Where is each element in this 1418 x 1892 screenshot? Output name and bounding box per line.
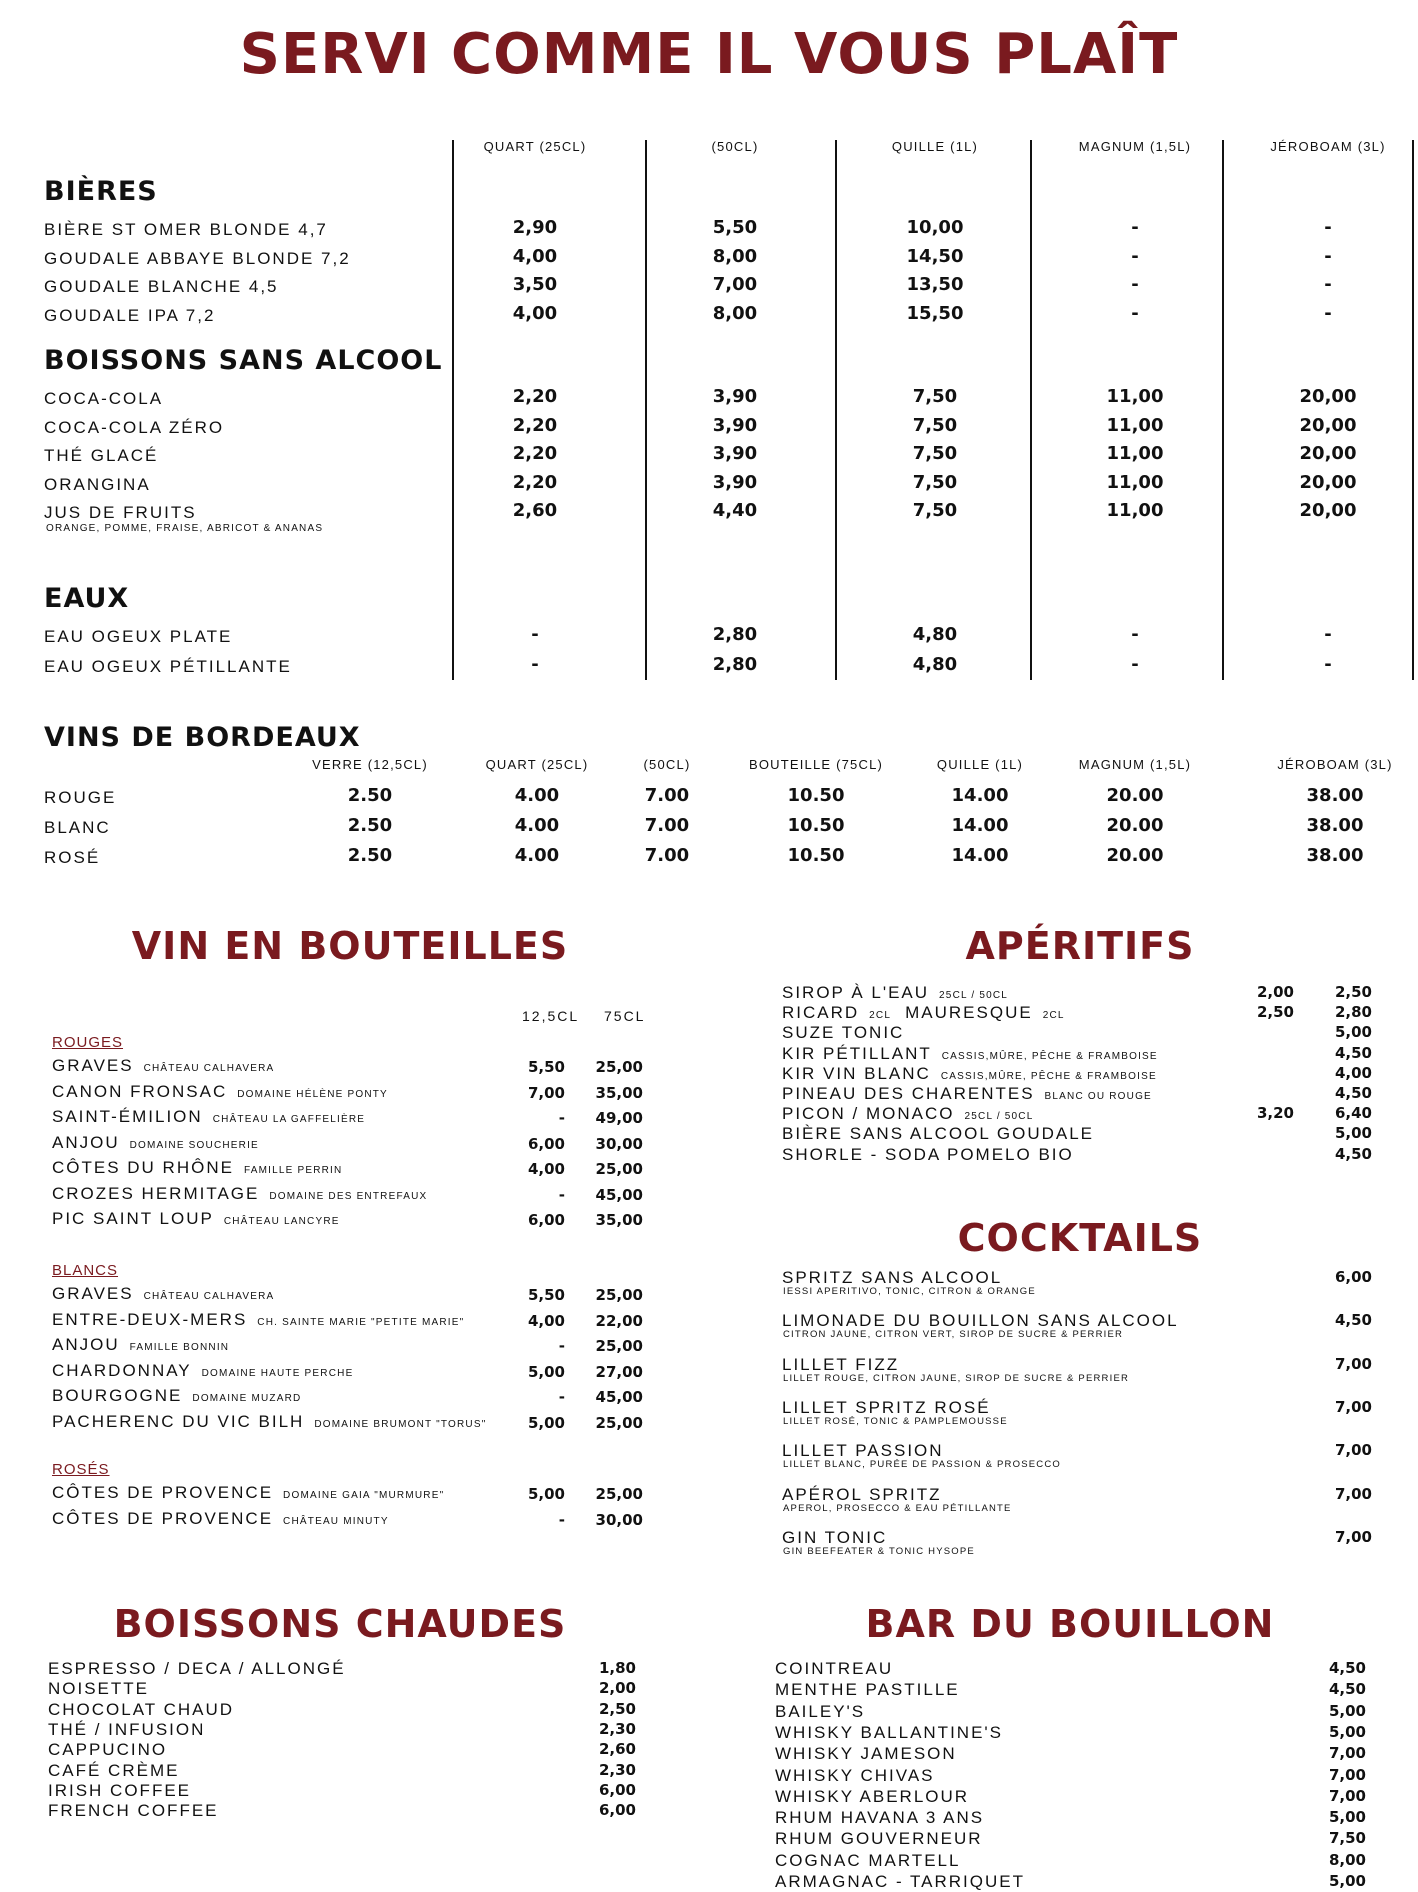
wine-row-detail: DOMAINE MUZARD (192, 1393, 302, 1404)
column-header: VERRE (12,5CL) (312, 757, 428, 772)
aperitif-row-label: RICARD (782, 1003, 860, 1023)
item-label: GOUDALE ABBAYE BLONDE 7,2 (44, 248, 351, 268)
price-glass: 7,00 (527, 1083, 565, 1102)
item-price: 15,50 (906, 302, 964, 324)
price-glass: - (558, 1510, 565, 1529)
wine-row-label: PIC SAINT LOUP (52, 1209, 214, 1228)
price-glass: 6,00 (527, 1134, 565, 1153)
item-price: 20,00 (1299, 414, 1357, 436)
aperitif-row-detail: 25CL / 50CL (939, 990, 1009, 1001)
item-price: 7.00 (644, 845, 690, 866)
item-price: 20.00 (1106, 815, 1164, 836)
price-glass: 4,00 (527, 1311, 565, 1330)
subsection-heading: BLANCS (52, 1262, 119, 1279)
price-small: 2,50 (1256, 1003, 1294, 1022)
aperitif-row (782, 1023, 904, 1043)
cocktail-price: 7,00 (1334, 1354, 1372, 1373)
hot-drink-price: 6,00 (598, 1801, 636, 1820)
wine-row (52, 1412, 486, 1432)
bar-item-label: RHUM GOUVERNEUR (775, 1829, 983, 1849)
item-price: 4.00 (514, 785, 560, 806)
item-price: - (1131, 302, 1139, 324)
item-price: 20.00 (1106, 845, 1164, 866)
item-label: BLANC (44, 818, 111, 837)
wine-row-label: GRAVES (52, 1284, 134, 1303)
aperitif-row (782, 1064, 1157, 1084)
item-price: 4,80 (912, 624, 958, 645)
cocktail-price: 6,00 (1334, 1268, 1372, 1286)
cocktail-note: LILLET ROUGE, CITRON JAUNE, SIROP DE SUCRE & PERRIER (783, 1372, 1130, 1384)
wine-row (52, 1133, 259, 1153)
wine-row-label: BOURGOGNE (52, 1386, 183, 1405)
price-bottle: 25,00 (595, 1485, 643, 1503)
price-glass: 4,00 (527, 1160, 565, 1178)
item-label: EAU OGEUX PLATE (44, 627, 233, 646)
wine-row-label: GRAVES (52, 1056, 134, 1075)
item-price: 2.50 (347, 785, 393, 806)
wine-row (52, 1310, 464, 1330)
wine-row (52, 1184, 427, 1204)
aperitif-row-label2: MAURESQUE (905, 1003, 1033, 1023)
hot-drink-label: THÉ / INFUSION (48, 1719, 206, 1739)
item-price: 20,00 (1299, 443, 1357, 464)
item-price: 4,80 (912, 654, 958, 675)
hot-drink-price: 2,60 (598, 1740, 636, 1759)
item-price: 8,00 (712, 245, 758, 267)
section-heading: BIÈRES (44, 176, 158, 207)
bar-item-label: RHUM HAVANA 3 ANS (775, 1808, 985, 1828)
column-divider (452, 140, 454, 680)
aperitif-row (782, 1104, 1034, 1124)
cocktail-note: IESSI APERITIVO, TONIC, CITRON & ORANGE (783, 1286, 1036, 1297)
item-price: 2,90 (512, 217, 558, 238)
item-price: 4,40 (712, 500, 758, 521)
price-large: 4,50 (1334, 1144, 1372, 1163)
item-price: 13,50 (906, 274, 964, 295)
wine-row-label: CROZES HERMITAGE (52, 1183, 260, 1203)
cocktail-name: SPRITZ SANS ALCOOL (782, 1268, 1003, 1287)
bar-item-price: 7,00 (1328, 1744, 1366, 1763)
section-heading: COCKTAILS (957, 1216, 1203, 1260)
item-price: - (1324, 245, 1332, 267)
bar-item-label: ARMAGNAC - TARRIQUET (775, 1872, 1025, 1891)
column-divider (1030, 140, 1032, 680)
column-header: (50CL) (643, 757, 691, 772)
price-glass: - (558, 1109, 565, 1127)
aperitif-row-detail: 25CL / 50CL (964, 1111, 1034, 1123)
price-large: 2,50 (1334, 983, 1372, 1001)
item-price: - (1324, 654, 1332, 675)
hot-drink-price: 1,80 (598, 1659, 636, 1677)
aperitif-row-detail: BLANC OU ROUGE (1044, 1091, 1152, 1102)
item-price: 2,20 (512, 471, 558, 493)
price-bottle: 45,00 (595, 1388, 643, 1406)
wine-row-label: CANON FRONSAC (52, 1081, 228, 1101)
aperitif-row-label: SHORLE - SODA POMELO BIO (782, 1144, 1074, 1164)
cocktail-note: CITRON JAUNE, CITRON VERT, SIROP DE SUCRE & PERRIER (783, 1329, 1124, 1341)
price-bottle: 30,00 (595, 1134, 643, 1153)
column-header: QUILLE (1L) (936, 757, 1024, 772)
wine-row (52, 1335, 229, 1355)
wine-row-label: SAINT-ÉMILION (52, 1107, 203, 1126)
aperitif-row-detail2: 2CL (1042, 1010, 1065, 1022)
price-bottle: 45,00 (595, 1185, 643, 1204)
bar-item-price: 7,00 (1328, 1786, 1366, 1805)
item-price: 11,00 (1106, 414, 1164, 436)
price-bottle: 25,00 (595, 1160, 643, 1178)
item-price: 2,80 (712, 624, 758, 645)
item-label: EAU OGEUX PÉTILLANTE (44, 657, 292, 676)
item-label: ROUGE (44, 788, 117, 807)
aperitif-row (782, 1145, 1074, 1165)
price-bottle: 27,00 (595, 1362, 643, 1381)
wine-row-label: CHARDONNAY (52, 1360, 192, 1380)
item-label: ROSÉ (44, 848, 101, 867)
item-price: 7,00 (712, 274, 758, 295)
hot-drink-label: FRENCH COFFEE (48, 1801, 219, 1821)
bar-item-label: WHISKY CHIVAS (775, 1765, 935, 1785)
bar-item-price: 4,50 (1328, 1659, 1366, 1677)
wine-row-detail: CHÂTEAU MINUTY (283, 1515, 389, 1527)
wine-row-detail: FAMILLE BONNIN (129, 1342, 230, 1353)
column-header: BOUTEILLE (75CL) (748, 757, 884, 772)
item-price: 38.00 (1306, 845, 1364, 866)
item-price: - (531, 624, 539, 645)
item-price: 38.00 (1306, 785, 1364, 806)
wine-row-detail: DOMAINE HÉLÈNE PONTY (237, 1088, 388, 1100)
section-heading: BOISSONS SANS ALCOOL (44, 345, 443, 376)
column-divider (645, 140, 647, 680)
item-price: 7,50 (912, 414, 958, 436)
price-bottle: 35,00 (595, 1211, 643, 1229)
wine-row-detail: FAMILLE PERRIN (243, 1165, 343, 1176)
price-bottle: 30,00 (595, 1510, 643, 1529)
hot-drink-label: CAFÉ CRÈME (48, 1760, 180, 1780)
wine-row-detail: DOMAINE GAIA "MURMURE" (283, 1490, 445, 1501)
price-bottle: 49,00 (595, 1109, 643, 1127)
price-bottle: 22,00 (595, 1311, 643, 1330)
item-label: ORANGINA (44, 474, 151, 494)
item-price: 3,90 (712, 386, 758, 407)
column-header: 75CL (604, 1008, 646, 1024)
wine-row (52, 1361, 353, 1381)
item-price: - (1131, 624, 1139, 645)
item-price: 38.00 (1306, 815, 1364, 836)
wine-row-detail: DOMAINE DES ENTREFAUX (269, 1190, 428, 1202)
price-large: 4,50 (1334, 1084, 1372, 1102)
cocktail-name: APÉROL SPRITZ (782, 1484, 942, 1504)
aperitif-row-label: KIR PÉTILLANT (782, 1043, 932, 1063)
hot-drink-label: IRISH COFFEE (48, 1780, 192, 1800)
price-glass: 5,50 (527, 1058, 565, 1076)
cocktail-note: LILLET ROSÉ, TONIC & PAMPLEMOUSSE (783, 1415, 1008, 1427)
item-price: 7,50 (912, 471, 958, 493)
price-bottle: 25,00 (595, 1413, 643, 1432)
bar-item-price: 7,50 (1328, 1829, 1366, 1848)
column-divider (1412, 140, 1414, 680)
hot-drink-price: 2,30 (598, 1760, 636, 1779)
wine-row-detail: DOMAINE SOUCHERIE (129, 1139, 259, 1151)
wine-row-label: PACHERENC DU VIC BILH (52, 1411, 305, 1431)
item-price: 3,90 (712, 471, 758, 493)
wine-row (52, 1386, 301, 1406)
price-glass: 5,50 (527, 1286, 565, 1304)
aperitif-row-label: PICON / MONACO (782, 1104, 955, 1124)
page-title: SERVI COMME IL VOUS PLAÎT (239, 22, 1179, 87)
price-bottle: 35,00 (595, 1083, 643, 1102)
item-price: 2,20 (512, 443, 558, 464)
wine-row-label: ANJOU (52, 1132, 120, 1152)
aperitif-row-label: SUZE TONIC (782, 1023, 905, 1043)
item-price: 3,50 (512, 274, 558, 295)
wine-row (52, 1082, 388, 1102)
item-price: 11,00 (1106, 471, 1164, 493)
bar-item-price: 5,00 (1328, 1701, 1366, 1720)
item-price: 2,20 (512, 414, 558, 436)
price-small: 2,00 (1256, 983, 1294, 1001)
column-header: MAGNUM (1,5L) (1078, 139, 1192, 154)
cocktail-note: APEROL, PROSECCO & EAU PÉTILLANTE (783, 1502, 1012, 1514)
item-price: 20,00 (1299, 386, 1357, 407)
hot-drink-label: NOISETTE (48, 1679, 150, 1699)
item-label: COCA-COLA (44, 389, 164, 408)
column-header: JÉROBOAM (3L) (1277, 757, 1393, 772)
cocktail-note: GIN BEEFEATER & TONIC HYSOPE (783, 1545, 975, 1557)
item-price: 7,50 (912, 443, 958, 464)
item-price: 4.00 (514, 845, 560, 866)
item-label: BIÈRE ST OMER BLONDE 4,7 (44, 220, 328, 239)
bar-item-label: WHISKY BALLANTINE'S (775, 1722, 1003, 1742)
item-price: 2,20 (512, 386, 558, 407)
hot-drink-price: 2,50 (598, 1699, 636, 1718)
price-glass: - (558, 1388, 565, 1406)
wine-row (52, 1209, 340, 1229)
item-price: 14.00 (951, 785, 1009, 806)
item-price: 11,00 (1106, 500, 1164, 521)
aperitif-row-detail: 2CL (869, 1010, 892, 1022)
item-price: - (1324, 624, 1332, 645)
item-price: 10.50 (787, 815, 845, 836)
cocktail-price: 4,50 (1334, 1311, 1372, 1330)
hot-drink-price: 2,30 (598, 1719, 636, 1738)
price-large: 4,00 (1334, 1063, 1372, 1082)
column-header: (50CL) (711, 139, 759, 154)
item-price: 2.50 (347, 845, 393, 866)
bar-item-price: 5,00 (1328, 1808, 1366, 1827)
cocktail-name: LILLET FIZZ (782, 1354, 900, 1374)
cocktail-name: LILLET PASSION (782, 1441, 944, 1461)
bar-item-price: 5,00 (1328, 1722, 1366, 1741)
bar-item-price: 8,00 (1328, 1850, 1366, 1869)
cocktail-name: LIMONADE DU BOUILLON SANS ALCOOL (782, 1311, 1179, 1331)
section-heading: VIN EN BOUTEILLES (131, 924, 569, 968)
section-heading: EAUX (44, 583, 130, 614)
wine-row-detail: DOMAINE HAUTE PERCHE (201, 1367, 354, 1379)
item-price: - (1131, 654, 1139, 675)
hot-drink-label: CHOCOLAT CHAUD (48, 1699, 235, 1719)
cocktail-name: GIN TONIC (782, 1527, 888, 1547)
item-price: 14,50 (906, 245, 964, 267)
item-label: COCA-COLA ZÉRO (44, 417, 225, 437)
bar-item-label: WHISKY JAMESON (775, 1744, 957, 1764)
aperitif-row-label: SIROP À L'EAU (782, 983, 930, 1002)
item-price: 7,50 (912, 500, 958, 521)
wine-row-label: CÔTES DE PROVENCE (52, 1483, 274, 1502)
hot-drink-label: CAPPUCINO (48, 1740, 168, 1760)
column-divider (1222, 140, 1224, 680)
item-price: 4,00 (512, 245, 558, 267)
bar-item-price: 5,00 (1328, 1872, 1366, 1890)
item-price: 7,50 (912, 386, 958, 407)
aperitif-row (782, 1084, 1152, 1104)
section-heading: VINS DE BORDEAUX (44, 722, 361, 753)
column-divider (835, 140, 837, 680)
cocktail-note: LILLET BLANC, PURÉE DE PASSION & PROSECCO (783, 1459, 1061, 1471)
item-price: 14.00 (951, 815, 1009, 836)
price-glass: 5,00 (527, 1362, 565, 1381)
cocktail-price: 7,00 (1334, 1397, 1372, 1416)
wine-row-detail: CHÂTEAU CALHAVERA (143, 1291, 275, 1302)
aperitif-row-detail: CASSIS,MÛRE, PÊCHE & FRAMBOISE (940, 1070, 1157, 1082)
wine-row-label: CÔTES DE PROVENCE (52, 1508, 274, 1528)
subsection-heading: ROUGES (52, 1034, 124, 1051)
wine-row (52, 1509, 389, 1529)
hot-drink-price: 2,00 (598, 1679, 636, 1698)
price-large: 6,40 (1334, 1104, 1372, 1123)
hot-drink-label: ESPRESSO / DECA / ALLONGÉ (48, 1659, 346, 1678)
aperitif-row (782, 983, 1008, 1003)
item-price: 5,50 (712, 217, 758, 238)
item-price: - (1324, 302, 1332, 324)
bar-item-label: COINTREAU (775, 1659, 894, 1678)
wine-row (52, 1284, 274, 1304)
item-label: GOUDALE BLANCHE 4,5 (44, 277, 279, 296)
cocktail-name: LILLET SPRITZ ROSÉ (782, 1397, 991, 1417)
item-price: 2,60 (512, 500, 558, 521)
price-bottle: 25,00 (595, 1058, 643, 1076)
price-glass: 5,00 (527, 1413, 565, 1432)
item-label: GOUDALE IPA 7,2 (44, 305, 216, 325)
item-price: - (1324, 217, 1332, 238)
wine-row (52, 1483, 444, 1503)
wine-row-detail: DOMAINE BRUMONT "TORUS" (314, 1418, 487, 1430)
wine-row (52, 1056, 274, 1076)
bar-item-label: BAILEY'S (775, 1701, 866, 1721)
wine-row-detail: CH. SAINTE MARIE "PETITE MARIE" (257, 1316, 465, 1328)
item-price: 2.50 (347, 815, 393, 836)
bar-item-label: WHISKY ABERLOUR (775, 1786, 970, 1806)
subsection-heading: ROSÉS (52, 1461, 110, 1478)
item-price: - (1324, 274, 1332, 295)
price-small: 3,20 (1256, 1104, 1294, 1123)
cocktail-price: 7,00 (1334, 1441, 1372, 1460)
item-price: 2,80 (712, 654, 758, 675)
wine-row-detail: CHÂTEAU LA GAFFELIÈRE (212, 1114, 366, 1125)
aperitif-row (782, 1124, 1094, 1144)
item-price: 10.50 (787, 845, 845, 866)
item-price: 20.00 (1106, 785, 1164, 806)
aperitif-row-detail: CASSIS,MÛRE, PÊCHE & FRAMBOISE (941, 1050, 1158, 1062)
price-glass: 6,00 (527, 1211, 565, 1229)
aperitif-row-label: BIÈRE SANS ALCOOL GOUDALE (782, 1124, 1095, 1144)
hot-drink-price: 6,00 (598, 1780, 636, 1799)
column-header: JÉROBOAM (3L) (1270, 139, 1386, 154)
bar-item-label: COGNAC MARTELL (775, 1850, 961, 1870)
wine-row-label: ENTRE-DEUX-MERS (52, 1309, 248, 1329)
section-heading: BAR DU BOUILLON (865, 1602, 1275, 1646)
column-header: QUART (25CL) (483, 139, 587, 154)
item-price: 4,00 (512, 302, 558, 324)
item-price: 7.00 (644, 815, 690, 836)
section-heading: BOISSONS CHAUDES (113, 1602, 567, 1646)
item-price: 14.00 (951, 845, 1009, 866)
item-price: 8,00 (712, 302, 758, 324)
price-glass: 5,00 (527, 1485, 565, 1503)
item-note: ORANGE, POMME, FRAISE, ABRICOT & ANANAS (46, 523, 324, 534)
wine-row-detail: CHÂTEAU LANCYRE (223, 1216, 340, 1227)
item-price: 3,90 (712, 414, 758, 436)
bar-item-label: MENTHE PASTILLE (775, 1680, 960, 1700)
column-header: QUART (25CL) (485, 757, 589, 772)
item-price: 3,90 (712, 443, 758, 464)
price-large: 5,00 (1334, 1023, 1372, 1042)
item-price: 7.00 (644, 785, 690, 806)
aperitif-row-label: KIR VIN BLANC (782, 1063, 931, 1083)
price-large: 5,00 (1334, 1124, 1372, 1143)
aperitif-row (782, 1003, 1065, 1023)
wine-row-detail: CHÂTEAU CALHAVERA (143, 1063, 275, 1074)
item-price: 20,00 (1299, 500, 1357, 521)
item-price: 10,00 (906, 217, 964, 238)
cocktail-price: 7,00 (1334, 1484, 1372, 1503)
item-price: 20,00 (1299, 471, 1357, 493)
item-label: JUS DE FRUITS (44, 503, 197, 522)
aperitif-row (782, 1044, 1158, 1064)
item-price: - (531, 654, 539, 675)
price-large: 4,50 (1334, 1043, 1372, 1062)
cocktail-price: 7,00 (1334, 1527, 1372, 1546)
column-header: QUILLE (1L) (891, 139, 979, 154)
price-large: 2,80 (1334, 1003, 1372, 1022)
aperitif-row-label: PINEAU DES CHARENTES (782, 1084, 1035, 1103)
item-price: - (1131, 274, 1139, 295)
item-price: - (1131, 217, 1139, 238)
price-bottle: 25,00 (595, 1337, 643, 1355)
wine-row (52, 1158, 342, 1178)
wine-row (52, 1107, 365, 1127)
bar-item-price: 4,50 (1328, 1680, 1366, 1699)
item-price: - (1131, 245, 1139, 267)
item-price: 11,00 (1106, 386, 1164, 407)
price-glass: - (558, 1337, 565, 1355)
wine-row-label: CÔTES DU RHÔNE (52, 1158, 234, 1177)
column-header: 12,5CL (522, 1008, 580, 1024)
item-label: THÉ GLACÉ (44, 446, 159, 465)
bar-item-price: 7,00 (1328, 1765, 1366, 1784)
item-price: 10.50 (787, 785, 845, 806)
section-heading: APÉRITIFS (965, 924, 1195, 968)
item-price: 4.00 (514, 815, 560, 836)
item-price: 11,00 (1106, 443, 1164, 464)
price-glass: - (558, 1185, 565, 1204)
column-header: MAGNUM (1,5L) (1078, 757, 1192, 772)
price-bottle: 25,00 (595, 1286, 643, 1304)
wine-row-label: ANJOU (52, 1335, 120, 1354)
